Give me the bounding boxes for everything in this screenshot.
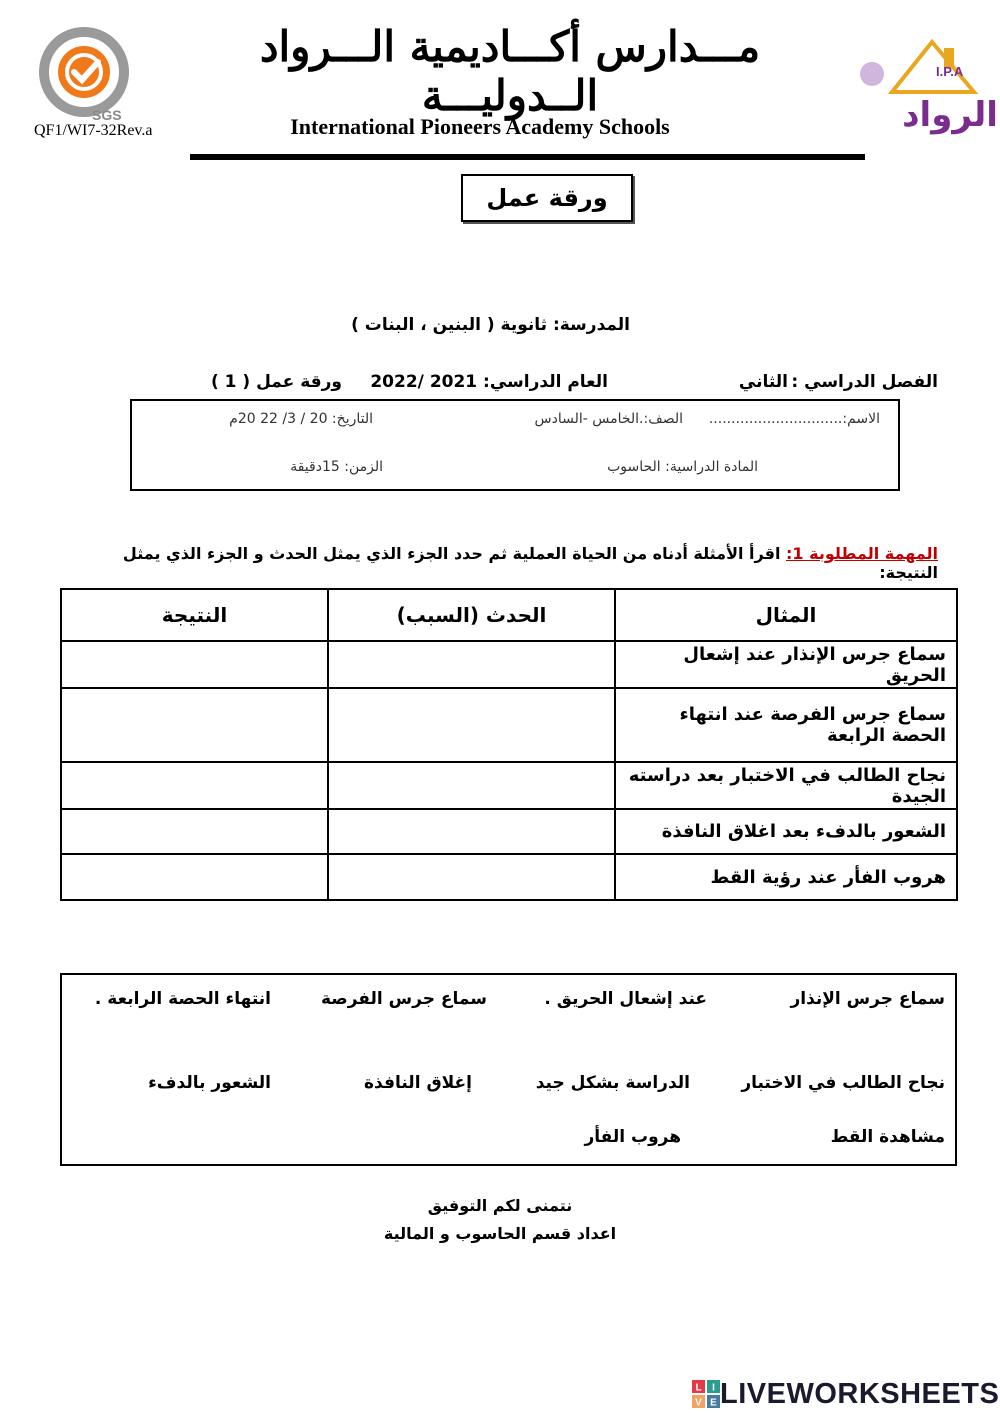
example-cell: سماع جرس الإنذار عند إشعال الحريق bbox=[615, 641, 957, 688]
example-cell: نجاح الطالب في الاختبار بعد دراسته الجيدة bbox=[615, 762, 957, 809]
event-answer-cell[interactable] bbox=[328, 762, 615, 809]
result-answer-cell[interactable] bbox=[61, 762, 328, 809]
student-name-field: الاسم:.............................. bbox=[708, 411, 880, 427]
result-answer-cell[interactable] bbox=[61, 854, 328, 900]
term-value: الثاني bbox=[738, 372, 788, 392]
ipa-logo-letters: I.P.A bbox=[936, 64, 964, 79]
bank-item[interactable]: انتهاء الحصة الرابعة . bbox=[94, 989, 271, 1009]
grade-field: الصف:.الخامس -السادس bbox=[534, 411, 683, 427]
bank-item[interactable]: إغلاق النافذة bbox=[364, 1073, 472, 1093]
certificate-code: QF1/WI7-32Rev.a bbox=[34, 122, 153, 139]
table-header-row bbox=[61, 589, 957, 641]
bank-item[interactable]: سماع جرس الفرصة bbox=[321, 989, 487, 1009]
sgs-certification-logo bbox=[36, 28, 132, 124]
school-type: المدرسة: ثانوية ( البنين ، البنات ) bbox=[351, 315, 630, 335]
example-cell: سماع جرس الفرصة عند انتهاء الحصة الرابعة bbox=[615, 688, 957, 762]
sgs-label: SGS bbox=[92, 107, 122, 123]
event-answer-cell[interactable] bbox=[328, 854, 615, 900]
bank-item[interactable]: سماع جرس الإنذار bbox=[790, 989, 945, 1009]
school-name-arabic: مـــدارس أكـــاديمية الـــرواد الــدوليـــة bbox=[259, 22, 761, 120]
footer-wish: نتمنى لكم التوفيق bbox=[427, 1196, 573, 1215]
ipa-logo-arabic: الرواد bbox=[902, 95, 998, 135]
school-name-english: International Pioneers Academy Schools bbox=[290, 114, 670, 139]
subject-field: المادة الدراسية: الحاسوب bbox=[607, 459, 758, 475]
icon-letter: V bbox=[695, 1397, 702, 1409]
liveworksheets-watermark bbox=[692, 1376, 999, 1412]
icon-letter: I bbox=[712, 1382, 715, 1394]
academic-year: العام الدراسي: 2021 /2022 bbox=[370, 372, 608, 392]
bank-item[interactable]: مشاهدة القط bbox=[830, 1127, 945, 1147]
task-instruction bbox=[60, 544, 938, 582]
header-result: النتيجة bbox=[61, 589, 328, 641]
example-cell: الشعور بالدفء بعد اغلاق النافذة bbox=[615, 809, 957, 854]
liveworksheets-text: LIVEWORKSHEETS bbox=[720, 1377, 1000, 1410]
time-field: الزمن: 15دقيقة bbox=[290, 459, 383, 475]
event-answer-cell[interactable] bbox=[328, 809, 615, 854]
bank-item[interactable]: نجاح الطالب في الاختبار bbox=[741, 1073, 945, 1093]
date-field: التاريخ: 20 / 3/ 22 20م bbox=[229, 411, 373, 427]
result-answer-cell[interactable] bbox=[61, 641, 328, 688]
bank-item[interactable]: عند إشعال الحريق . bbox=[544, 989, 707, 1009]
header-event: الحدث (السبب) bbox=[328, 589, 615, 641]
event-answer-cell[interactable] bbox=[328, 641, 615, 688]
worksheet-number: ورقة عمل ( 1 ) bbox=[210, 372, 342, 392]
term-label: الفصل الدراسي : bbox=[791, 372, 938, 392]
bank-item[interactable]: الشعور بالدفء bbox=[148, 1073, 271, 1093]
table-row bbox=[61, 854, 957, 900]
table-row bbox=[61, 641, 957, 688]
table-row bbox=[61, 688, 957, 762]
icon-letter: E bbox=[710, 1397, 717, 1409]
student-info-box bbox=[130, 399, 900, 491]
bank-item[interactable]: الدراسة بشكل جيد bbox=[535, 1073, 690, 1093]
header-example: المثال bbox=[615, 589, 957, 641]
task-label: المهمة المطلوبة 1: bbox=[786, 544, 938, 563]
result-answer-cell[interactable] bbox=[61, 688, 328, 762]
example-cell: هروب الفأر عند رؤية القط bbox=[615, 854, 957, 900]
word-bank bbox=[60, 973, 957, 1166]
bank-item[interactable]: هروب الفأر bbox=[584, 1127, 681, 1147]
liveworksheets-icon bbox=[692, 1380, 720, 1408]
event-answer-cell[interactable] bbox=[328, 688, 615, 762]
footer-prepared-by: اعداد قسم الحاسوب و المالية bbox=[383, 1224, 617, 1243]
result-answer-cell[interactable] bbox=[61, 809, 328, 854]
task-text: اقرأ الأمثلة أدناه من الحياة العملية ثم حدد الجزء الذي يمثل الحدث و الجزء الذي يمثل النتيجة: bbox=[122, 544, 938, 582]
header-divider bbox=[190, 154, 865, 160]
worksheet-title: ورقة عمل bbox=[461, 174, 633, 222]
ipa-school-logo bbox=[852, 34, 998, 140]
table-row bbox=[61, 762, 957, 809]
cause-effect-table bbox=[60, 588, 958, 901]
table-row bbox=[61, 809, 957, 854]
icon-letter: L bbox=[695, 1382, 702, 1394]
